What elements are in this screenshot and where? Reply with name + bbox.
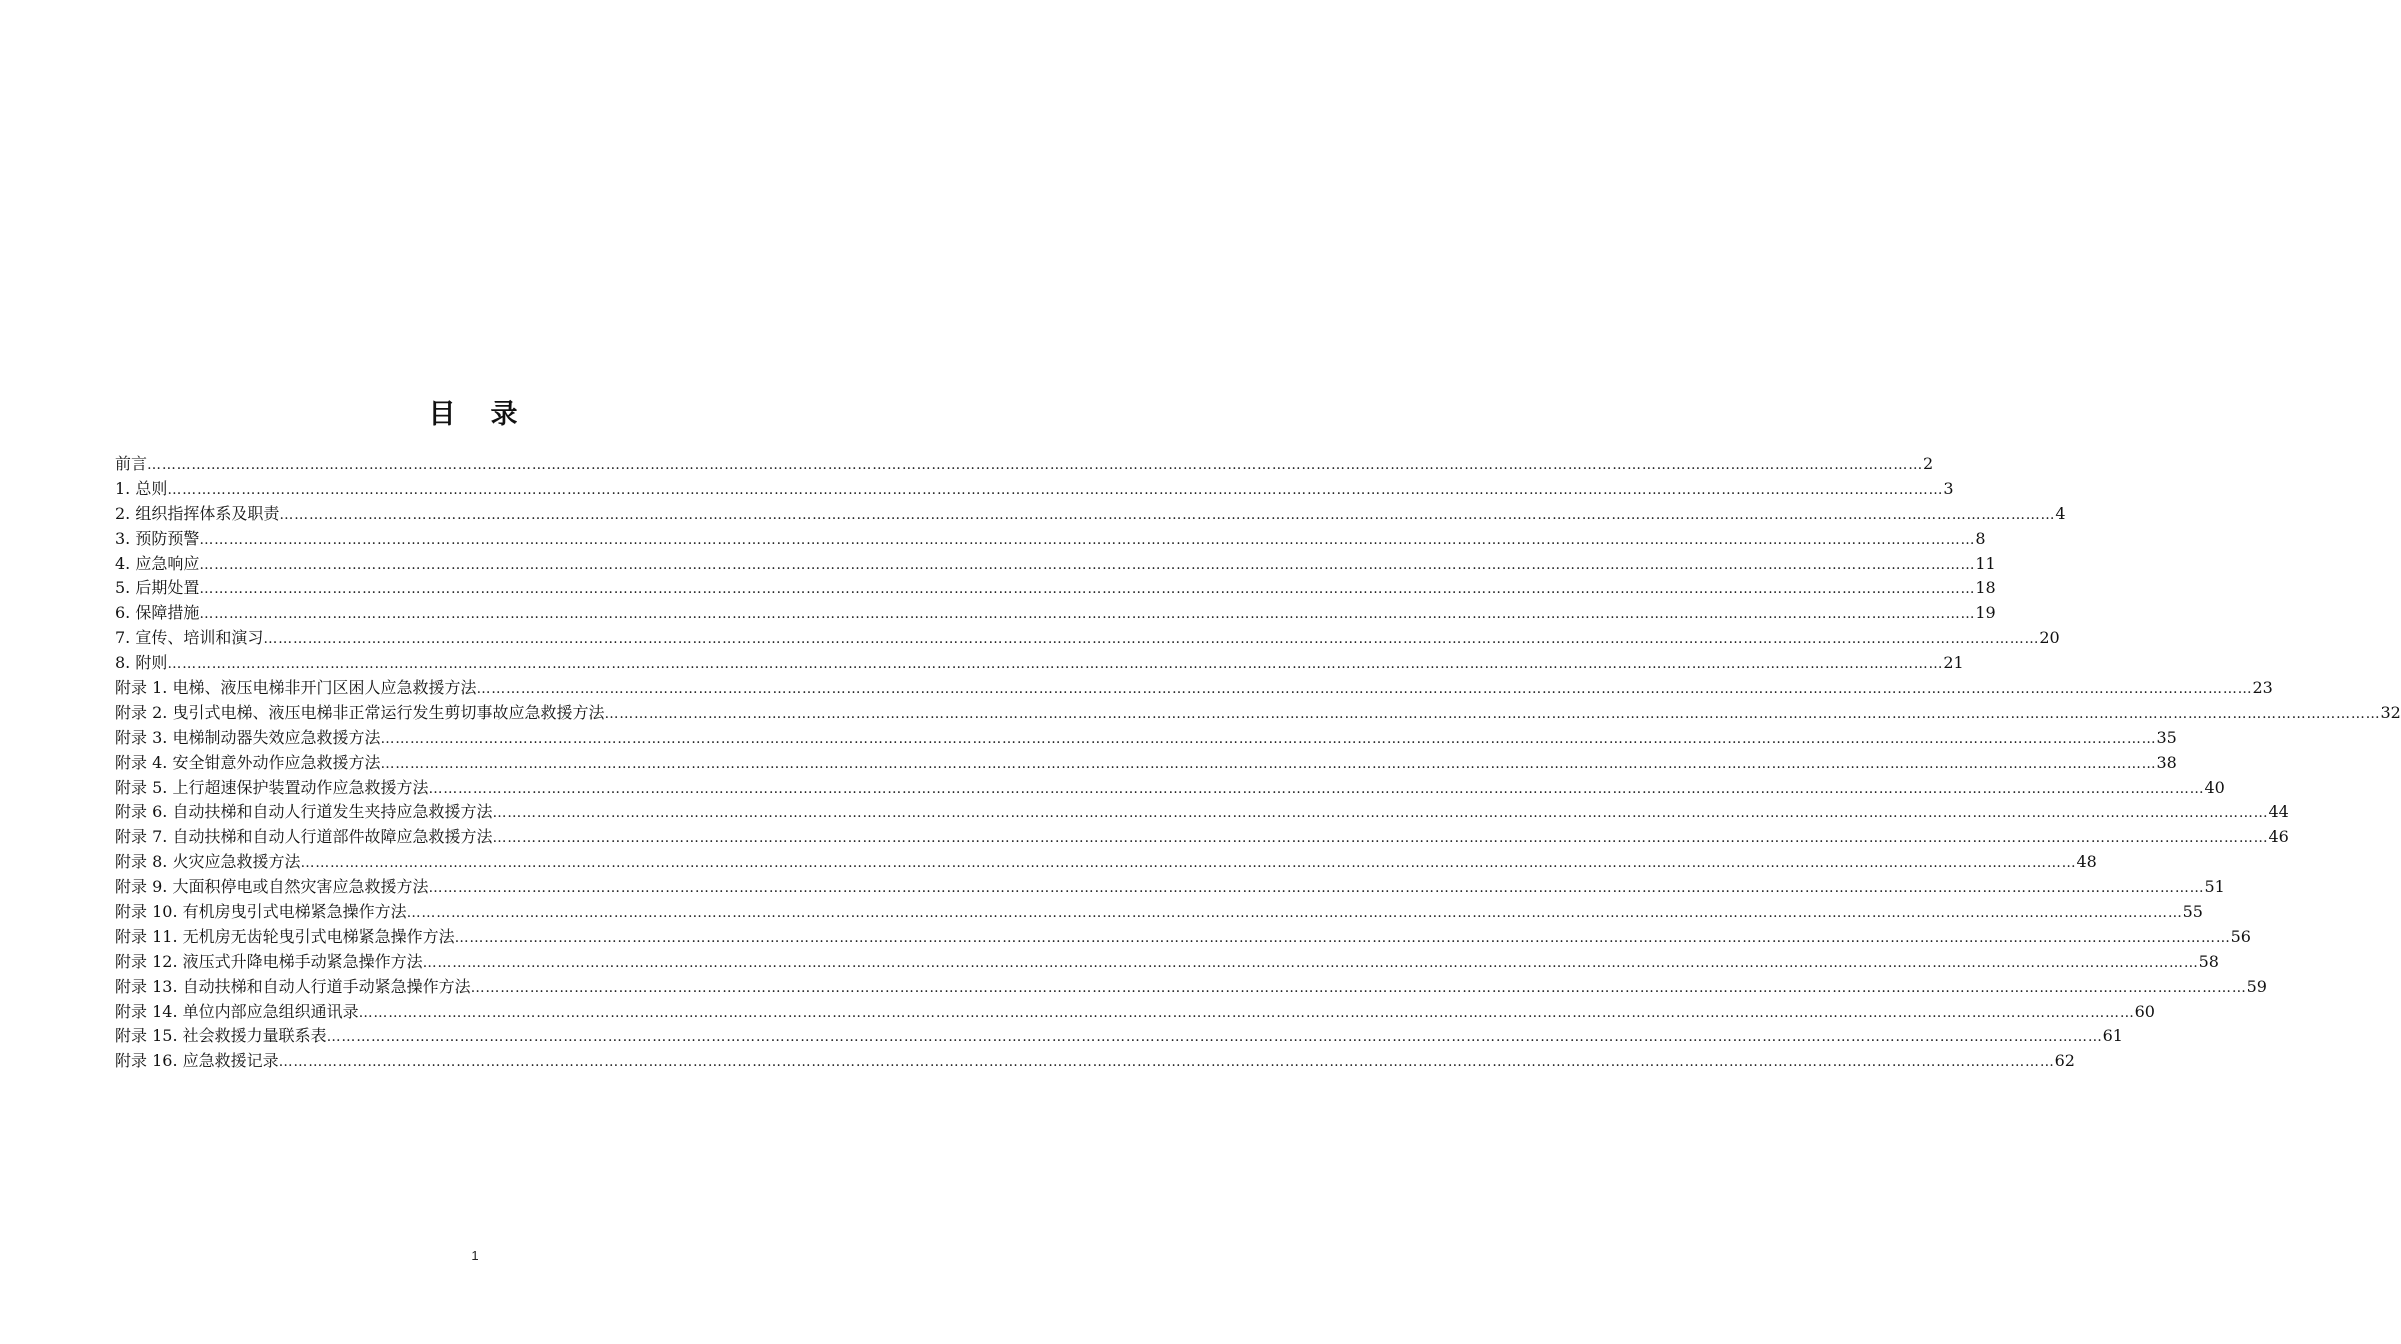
toc-entry[interactable] [115, 850, 2097, 875]
toc-entry-label: 7. 宣传、培训和演习 [115, 628, 264, 648]
toc-entry[interactable] [115, 950, 2219, 975]
toc-entry-label: 附录 4. 安全钳意外动作应急救援方法 [115, 752, 381, 772]
toc-entry-label: 附录 13. 自动扶梯和自动人行道手动紧急操作方法 [115, 976, 471, 996]
toc-entry-page: 21 [1943, 653, 1964, 673]
toc-entry[interactable] [115, 477, 1954, 502]
toc-entry-page: 11 [1975, 553, 1996, 573]
toc-leader-dots: ……………………………………………………………………………………………………………………………………………………………………………………………………………………………………………………………………………………………………………………………… [358, 1004, 2135, 1021]
toc-entry[interactable] [115, 676, 2273, 701]
toc-entry-label: 附录 11. 无机房无齿轮曳引式电梯紧急操作方法 [115, 926, 455, 946]
toc-leader-dots: ……………………………………………………………………………………………………………………………………………………………………………………………………………………………………………………………………………………………………………………………… [199, 531, 1976, 548]
toc-entry[interactable] [115, 800, 2289, 825]
toc-entry-page: 19 [1975, 603, 1996, 623]
toc-entry-page: 2 [1923, 454, 1934, 473]
toc-leader-dots: ……………………………………………………………………………………………………………………………………………………………………………………………………………………………………………………………………………………………………………………………… [470, 979, 2247, 996]
toc-entry-label: 附录 10. 有机房曳引式电梯紧急操作方法 [115, 902, 407, 922]
toc-entry-label: 附录 8. 火灾应急救援方法 [115, 852, 301, 872]
toc-entry-page: 59 [2246, 976, 2267, 996]
toc-entry-page: 23 [2252, 678, 2273, 698]
page-number: 1 [471, 1248, 479, 1263]
toc-leader-dots: ……………………………………………………………………………………………………………………………………………………………………………………………………………………………………………………………………………………………………………………………… [147, 457, 1924, 473]
toc-entry-label: 附录 16. 应急救援记录 [115, 1051, 279, 1071]
toc-leader-dots: ……………………………………………………………………………………………………………………………………………………………………………………………………………………………………………………………………………………………………………………………… [167, 481, 1944, 498]
toc-entry-label: 6. 保障措施 [115, 603, 200, 623]
toc-entry[interactable] [115, 726, 2177, 751]
toc-entry-label: 前言 [115, 454, 148, 473]
toc-entry-page: 20 [2039, 628, 2060, 648]
toc-leader-dots: ……………………………………………………………………………………………………………………………………………………………………………………………………………………………………………………………………………………………………………………………… [278, 1054, 2055, 1071]
toc-entry-page: 4 [2055, 503, 2066, 523]
toc-entry-page: 61 [2102, 1026, 2123, 1046]
toc-entry[interactable] [115, 875, 2225, 900]
toc-entry-label: 附录 15. 社会救援力量联系表 [115, 1026, 327, 1046]
toc-leader-dots: ……………………………………………………………………………………………………………………………………………………………………………………………………………………………………………………………………………………………………………………………… [406, 905, 2183, 922]
toc-leader-dots: ……………………………………………………………………………………………………………………………………………………………………………………………………………………………………………………………………………………………………………………………… [199, 556, 1976, 573]
toc-leader-dots: ……………………………………………………………………………………………………………………………………………………………………………………………………………………………………………………………………………………………………………………………… [167, 656, 1944, 673]
toc-leader-dots: ……………………………………………………………………………………………………………………………………………………………………………………………………………………………………………………………………………………………………………………………… [492, 805, 2269, 822]
toc-entry-page: 58 [2198, 951, 2219, 971]
toc-entry-label: 2. 组织指挥体系及职责 [115, 503, 280, 523]
toc-leader-dots: ……………………………………………………………………………………………………………………………………………………………………………………………………………………………………………………………………………………………………………………………… [454, 929, 2231, 946]
toc-entry-page: 3 [1943, 478, 1954, 498]
toc-entry[interactable] [115, 576, 1996, 601]
toc-entry-page: 62 [2054, 1051, 2075, 1071]
toc-entry-label: 4. 应急响应 [115, 553, 200, 573]
toc-entry-page: 46 [2268, 827, 2289, 847]
toc-entry[interactable] [115, 1024, 2123, 1049]
toc-entry-label: 附录 3. 电梯制动器失效应急救援方法 [115, 727, 381, 747]
toc-entry-page: 18 [1975, 578, 1996, 598]
toc-entry[interactable] [115, 751, 2177, 776]
toc-leader-dots: ……………………………………………………………………………………………………………………………………………………………………………………………………………………………………………………………………………………………………………………………… [326, 1029, 2103, 1046]
toc-entry[interactable] [115, 601, 1996, 626]
toc-list [115, 452, 2401, 1074]
toc-entry-label: 附录 7. 自动扶梯和自动人行道部件故障应急救援方法 [115, 827, 493, 847]
toc-entry-label: 附录 14. 单位内部应急组织通讯录 [115, 1001, 359, 1021]
toc-entry[interactable] [115, 452, 1934, 477]
toc-entry[interactable] [115, 925, 2251, 950]
toc-leader-dots: ……………………………………………………………………………………………………………………………………………………………………………………………………………………………………………………………………………………………………………………………… [300, 855, 2077, 872]
toc-entry-page: 48 [2076, 852, 2097, 872]
toc-entry-label: 1. 总则 [115, 478, 168, 498]
toc-entry-page: 32 [2380, 702, 2401, 722]
toc-leader-dots: ……………………………………………………………………………………………………………………………………………………………………………………………………………………………………………………………………………………………………………………………… [422, 954, 2199, 971]
toc-leader-dots: ……………………………………………………………………………………………………………………………………………………………………………………………………………………………………………………………………………………………………………………………… [476, 681, 2253, 698]
toc-leader-dots: ……………………………………………………………………………………………………………………………………………………………………………………………………………………………………………………………………………………………………………………………… [279, 506, 2056, 523]
toc-leader-dots: ……………………………………………………………………………………………………………………………………………………………………………………………………………………………………………………………………………………………………………………………… [428, 880, 2205, 897]
toc-leader-dots: ……………………………………………………………………………………………………………………………………………………………………………………………………………………………………………………………………………………………………………………………… [604, 705, 2381, 722]
toc-entry-page: 38 [2156, 752, 2177, 772]
toc-leader-dots: ……………………………………………………………………………………………………………………………………………………………………………………………………………………………………………………………………………………………………………………………… [380, 755, 2157, 772]
toc-entry-page: 40 [2204, 777, 2225, 797]
toc-entry[interactable] [115, 825, 2289, 850]
toc-entry[interactable] [115, 776, 2225, 801]
toc-title: 目 录 [428, 399, 522, 430]
toc-entry-label: 附录 12. 液压式升降电梯手动紧急操作方法 [115, 951, 423, 971]
toc-entry-page: 35 [2156, 727, 2177, 747]
toc-entry-label: 3. 预防预警 [115, 528, 200, 548]
toc-entry-page: 51 [2204, 877, 2225, 897]
toc-entry[interactable] [115, 527, 1986, 552]
toc-entry[interactable] [115, 1000, 2155, 1025]
toc-entry-page: 56 [2230, 926, 2251, 946]
toc-entry[interactable] [115, 502, 2066, 527]
toc-entry[interactable] [115, 900, 2203, 925]
toc-leader-dots: ……………………………………………………………………………………………………………………………………………………………………………………………………………………………………………………………………………………………………………………………… [428, 780, 2205, 797]
toc-entry[interactable] [115, 626, 2060, 651]
toc-entry[interactable] [115, 1049, 2075, 1074]
toc-leader-dots: ……………………………………………………………………………………………………………………………………………………………………………………………………………………………………………………………………………………………………………………………… [199, 606, 1976, 623]
toc-entry-label: 附录 1. 电梯、液压电梯非开门区困人应急救援方法 [115, 678, 477, 698]
toc-entry[interactable] [115, 975, 2267, 1000]
toc-entry-page: 60 [2134, 1001, 2155, 1021]
toc-leader-dots: ……………………………………………………………………………………………………………………………………………………………………………………………………………………………………………………………………………………………………………………………… [263, 631, 2040, 648]
toc-entry[interactable] [115, 651, 1964, 676]
toc-entry-page: 8 [1975, 528, 1986, 548]
toc-entry-page: 44 [2268, 802, 2289, 822]
toc-entry[interactable] [115, 552, 1996, 577]
toc-entry-label: 附录 2. 曳引式电梯、液压电梯非正常运行发生剪切事故应急救援方法 [115, 702, 605, 722]
toc-leader-dots: ……………………………………………………………………………………………………………………………………………………………………………………………………………………………………………………………………………………………………………………………… [199, 581, 1976, 598]
toc-entry[interactable] [115, 701, 2401, 726]
toc-entry-label: 附录 9. 大面积停电或自然灾害应急救援方法 [115, 877, 429, 897]
toc-entry-label: 8. 附则 [115, 653, 168, 673]
toc-leader-dots: ……………………………………………………………………………………………………………………………………………………………………………………………………………………………………………………………………………………………………………………………… [380, 730, 2157, 747]
toc-entry-label: 5. 后期处置 [115, 578, 200, 598]
toc-leader-dots: ……………………………………………………………………………………………………………………………………………………………………………………………………………………………………………………………………………………………………………………………… [492, 830, 2269, 847]
toc-entry-label: 附录 6. 自动扶梯和自动人行道发生夹持应急救援方法 [115, 802, 493, 822]
toc-entry-label: 附录 5. 上行超速保护装置动作应急救援方法 [115, 777, 429, 797]
toc-entry-page: 55 [2182, 902, 2203, 922]
